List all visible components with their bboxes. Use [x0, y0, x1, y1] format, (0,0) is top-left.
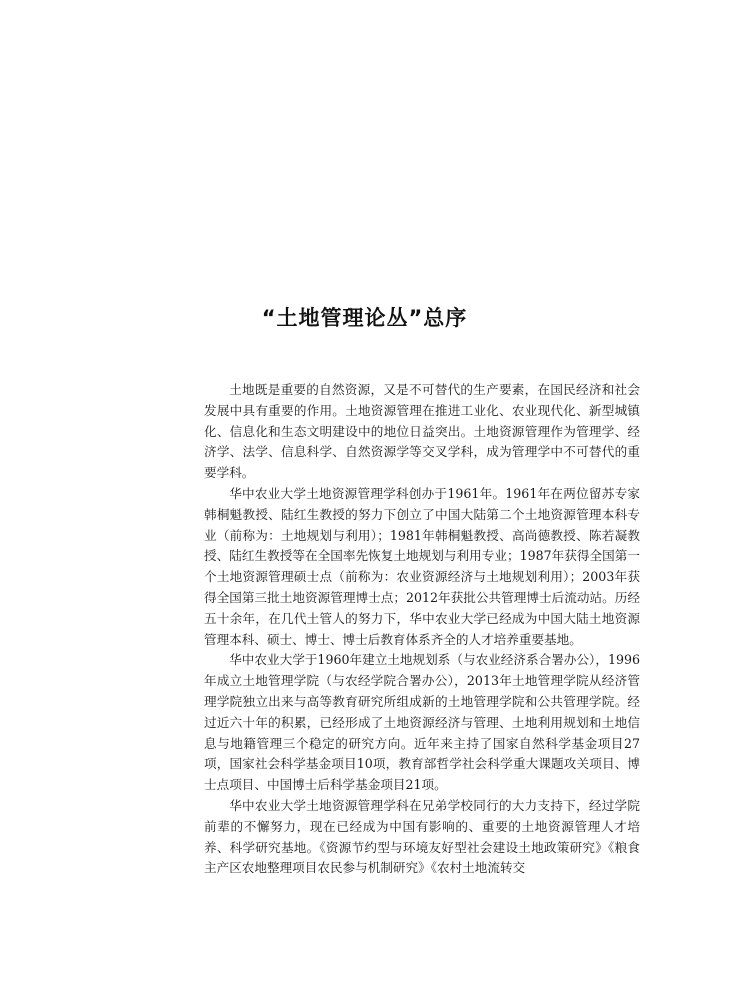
paragraph-4: 华中农业大学土地资源管理学科在兄弟学校同行的大力支持下，经过学院前辈的不懈努力，现在已经成为中国有影响的、重要的土地资源管理人才培养、科学研究基地。《资源节约型与环境友好型社会建设土地政策研究》《粮食主产区农地整理项目农民参与机制研究》《农村土地流转交	[204, 797, 640, 876]
page-title: “土地管理论丛”总序	[261, 306, 468, 330]
body-text	[204, 380, 640, 879]
paragraph-3: 华中农业大学于1960年建立土地规划系（与农业经济系合署办公），1996年成立土地管理学院（与农经学院合署办公），2013年土地管理学院从经济管理学院独立出来与高等教育研究所组成新的土地管理学院和公共管理学院。经过近六十年的积累，已经形成了土地资源经济与管理、土地利用规划和土地信息与地籍管理三个稳定的研究方向。近年来主持了国家自然科学基金项目27项，国家社会科学基金项目10项，教育部哲学社会科学重大课题攻关项目、博士点项目、中国博士后科学基金项目21项。	[204, 652, 640, 793]
paragraph-1: 土地既是重要的自然资源，又是不可替代的生产要素，在国民经济和社会发展中具有重要的作用。土地资源管理在推进工业化、农业现代化、新型城镇化、信息化和生态文明建设中的地位日益突出。土地资源管理作为管理学、经济学、法学、信息科学、自然资源学等交叉学科，成为管理学中不可替代的重要学科。	[204, 382, 640, 481]
paragraph-2: 华中农业大学土地资源管理学科创办于1961年。1961年在两位留苏专家韩桐魁教授、陆红生教授的努力下创立了中国大陆第二个土地资源管理本科专业（前称为：土地规划与利用）；1981年韩桐魁教授、高尚德教授、陈若凝教授、陆红生教授等在全国率先恢复土地规划与利用专业；1987年获得全国第一个土地资源管理硕士点（前称为：农业资源经济与土地规划利用）；2003年获得全国第三批土地资源管理博士点；2012年获批公共管理博士后流动站。历经五十余年，在几代土管人的努力下，华中农业大学已经成为中国大陆土地资源管理本科、硕士、博士、博士后教育体系齐全的人才培养重要基地。	[204, 485, 640, 647]
